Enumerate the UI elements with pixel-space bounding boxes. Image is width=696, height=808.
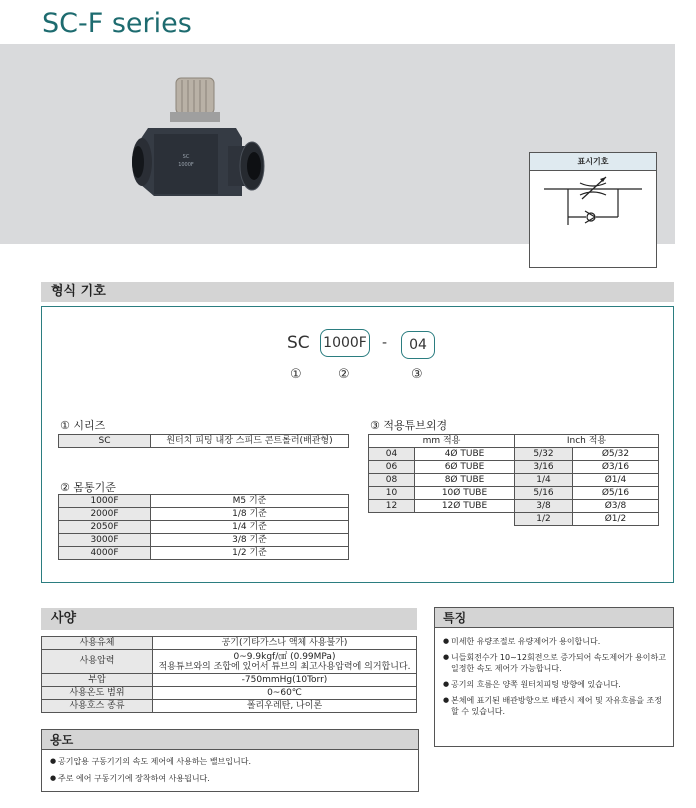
usage-panel bbox=[41, 729, 419, 792]
usage-list bbox=[42, 750, 418, 784]
usage-header: 용도 bbox=[42, 730, 418, 750]
code-tube-box: 04 bbox=[401, 331, 435, 359]
table-cell: Ø3/8 bbox=[573, 500, 659, 513]
table-row bbox=[42, 637, 417, 650]
table-row bbox=[59, 508, 349, 521]
table-cell: Ø5/32 bbox=[573, 448, 659, 461]
table-cell: Ø1/2 bbox=[573, 513, 659, 526]
table-cell: M5 기준 bbox=[151, 495, 349, 508]
spec-label: 사용호스 종류 bbox=[42, 700, 153, 713]
table-cell: 06 bbox=[369, 461, 415, 474]
list-item: ● 본체에 표기된 배관방향으로 배관시 제어 및 자유흐름을 조정할 수 있습니다. bbox=[443, 695, 667, 717]
marker-1: ① bbox=[290, 367, 302, 382]
spec-value: -750mmHg(10Torr) bbox=[153, 674, 417, 687]
table-cell: 1/2 기준 bbox=[151, 547, 349, 560]
table-cell: 12Ø TUBE bbox=[415, 500, 515, 513]
table-row bbox=[42, 650, 417, 674]
table-row bbox=[42, 700, 417, 713]
spec-value-line: 0~9.9kgf/㎠ (0.99MPa) bbox=[233, 651, 336, 662]
body-std-subtitle: ② 몸통기준 bbox=[60, 481, 116, 494]
list-item: ● 주로 에어 구동기기에 장착하여 사용됩니다. bbox=[50, 773, 412, 784]
table-row bbox=[59, 547, 349, 560]
table-row bbox=[369, 513, 659, 526]
table-cell: SC bbox=[59, 435, 151, 448]
table-row bbox=[369, 474, 659, 487]
inch-header: Inch 적용 bbox=[515, 435, 659, 448]
table-cell: Ø3/16 bbox=[573, 461, 659, 474]
table-row bbox=[59, 534, 349, 547]
spec-section-header: 사양 bbox=[41, 608, 417, 630]
tube-subtitle: ③ 적용튜브외경 bbox=[370, 419, 448, 432]
product-banner bbox=[0, 44, 675, 244]
table-cell: 5/32 bbox=[515, 448, 573, 461]
table-cell: 8Ø TUBE bbox=[415, 474, 515, 487]
table-cell: 10 bbox=[369, 487, 415, 500]
table-cell: 08 bbox=[369, 474, 415, 487]
series-subtitle: ① 시리즈 bbox=[60, 419, 106, 432]
table-row bbox=[42, 674, 417, 687]
marker-2: ② bbox=[338, 367, 350, 382]
spec-value: 0~60℃ bbox=[153, 687, 417, 700]
table-cell: 12 bbox=[369, 500, 415, 513]
svg-text:1000F: 1000F bbox=[178, 162, 194, 168]
table-cell: 1000F bbox=[59, 495, 151, 508]
table-cell: 2050F bbox=[59, 521, 151, 534]
list-item: ● 니들회전수가 10~12회전으로 증가되어 속도제어가 용이하고 일정한 속도 제어가 가능합니다. bbox=[443, 652, 667, 674]
model-code-section-header: 형식 기호 bbox=[41, 282, 674, 302]
spec-label: 부압 bbox=[42, 674, 153, 687]
table-cell: 1/4 기준 bbox=[151, 521, 349, 534]
table-cell: 4000F bbox=[59, 547, 151, 560]
table-cell: 3/8 기준 bbox=[151, 534, 349, 547]
table-row bbox=[59, 521, 349, 534]
table-cell: 3/8 bbox=[515, 500, 573, 513]
table-cell: 2000F bbox=[59, 508, 151, 521]
table-row bbox=[369, 461, 659, 474]
table-row bbox=[369, 500, 659, 513]
spec-value: 공기(기타가스나 액체 사용불가) bbox=[153, 637, 417, 650]
table-row bbox=[42, 687, 417, 700]
table-cell: 원터치 피팅 내장 스피드 콘트롤러(배관형) bbox=[151, 435, 349, 448]
series-table bbox=[58, 434, 349, 448]
spec-label: 사용온도 범위 bbox=[42, 687, 153, 700]
list-item: ● 공기의 흐름은 양쪽 원터치피팅 방향에 있습니다. bbox=[443, 679, 667, 690]
marker-3: ③ bbox=[411, 367, 423, 382]
spec-label: 사용유체 bbox=[42, 637, 153, 650]
symbol-header: 표시기호 bbox=[530, 153, 656, 171]
table-cell: 1/2 bbox=[515, 513, 573, 526]
model-code-panel bbox=[41, 306, 674, 583]
spec-table bbox=[41, 636, 417, 713]
table-row bbox=[59, 495, 349, 508]
table-header-row bbox=[369, 435, 659, 448]
table-cell: 1/8 기준 bbox=[151, 508, 349, 521]
body-std-table bbox=[58, 494, 349, 560]
table-cell: Ø5/16 bbox=[573, 487, 659, 500]
table-cell: Ø1/4 bbox=[573, 474, 659, 487]
mm-header: mm 적용 bbox=[369, 435, 515, 448]
spec-value: 폴리우레탄, 나이론 bbox=[153, 700, 417, 713]
spec-value bbox=[153, 650, 417, 674]
table-row bbox=[59, 435, 349, 448]
table-cell: 10Ø TUBE bbox=[415, 487, 515, 500]
pneumatic-symbol-panel bbox=[529, 152, 657, 268]
table-cell: 04 bbox=[369, 448, 415, 461]
table-row bbox=[369, 448, 659, 461]
tube-table bbox=[368, 434, 659, 526]
code-body-box: 1000F bbox=[320, 329, 370, 357]
table-row bbox=[369, 487, 659, 500]
page-title: SC-F series bbox=[42, 8, 192, 39]
svg-text:SC: SC bbox=[182, 154, 190, 160]
table-cell: 1/4 bbox=[515, 474, 573, 487]
product-image bbox=[118, 76, 268, 226]
features-panel bbox=[434, 607, 674, 747]
speed-controller-symbol-icon bbox=[530, 173, 656, 263]
features-list bbox=[435, 628, 673, 717]
code-prefix: SC bbox=[287, 333, 310, 353]
table-cell: 6Ø TUBE bbox=[415, 461, 515, 474]
table-cell: 5/16 bbox=[515, 487, 573, 500]
code-dash: - bbox=[382, 335, 388, 351]
table-cell: 3/16 bbox=[515, 461, 573, 474]
spec-label: 사용압력 bbox=[42, 650, 153, 674]
list-item: ● 미세한 유량조절로 유량제어가 용이합니다. bbox=[443, 636, 667, 647]
table-cell: 3000F bbox=[59, 534, 151, 547]
spec-value-line: 적용튜브와의 조합에 있어서 튜브의 최고사용압력에 의거합니다. bbox=[158, 661, 411, 672]
features-header: 특징 bbox=[435, 608, 673, 628]
table-cell: 4Ø TUBE bbox=[415, 448, 515, 461]
list-item: ● 공기압용 구동기기의 속도 제어에 사용하는 밸브입니다. bbox=[50, 756, 412, 767]
